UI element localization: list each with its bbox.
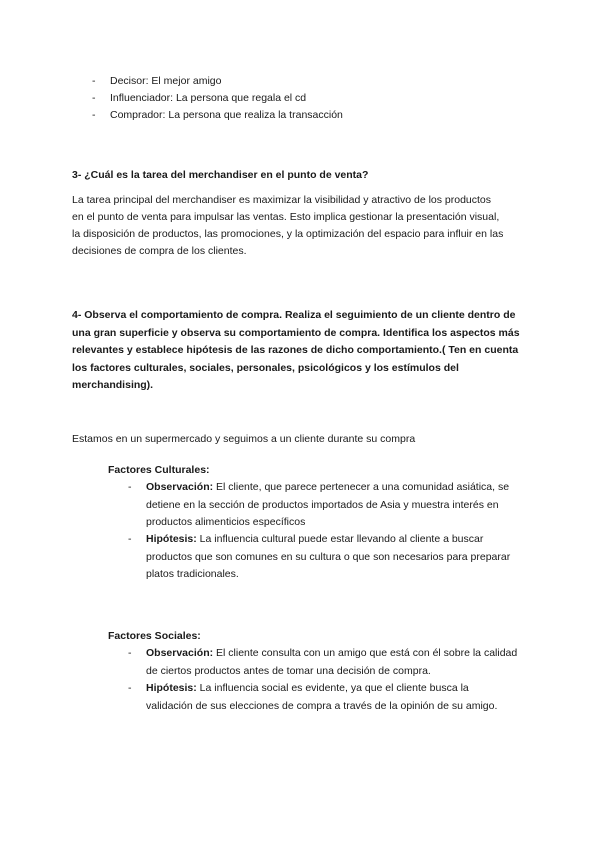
question-3-answer-line: la disposición de productos, las promociones, y la optimización del espacio para influir en las <box>72 228 504 240</box>
observation-text: El cliente consulta con un amigo que está con él sobre la calidad <box>213 647 518 659</box>
hypothesis-label: Hipótesis: <box>146 682 197 694</box>
question-4-title-line: una gran superficie y observa su comportamiento de compra. Identifica los aspectos más <box>72 327 520 339</box>
hypothesis-text: La influencia social es evidente, ya que el cliente busca la <box>196 682 469 694</box>
role-influenciador: Influenciador: La persona que regala el cd <box>110 92 307 104</box>
cultural-observation-line <box>146 480 509 494</box>
question-4-title-line: merchandising). <box>72 379 154 391</box>
question-3-answer-line: en el punto de venta para impulsar las ventas. Esto implica gestionar la presentación visual, <box>72 211 500 223</box>
role-bullet: - <box>92 92 96 104</box>
social-hypothesis-line: validación de sus elecciones de compra a través de la opinión de su amigo. <box>146 700 498 712</box>
question-4-title-line: relevantes y establece hipótesis de las razones de dicho comportamiento.( Ten en cuenta <box>72 344 519 356</box>
hypothesis-label: Hipótesis: <box>146 533 197 545</box>
question-3-answer-line: La tarea principal del merchandiser es maximizar la visibilidad y atractivo de los productos <box>72 194 492 206</box>
hypothesis-text: La influencia cultural puede estar llevando al cliente a buscar <box>196 533 484 545</box>
cultural-observation-line: productos alimenticios específicos <box>146 516 306 528</box>
social-obs-bullet: - <box>128 647 132 659</box>
cultural-hypothesis-line: productos que son comunes en su cultura o que son necesarios para preparar <box>146 551 511 563</box>
role-bullet: - <box>92 109 96 121</box>
cultural-obs-bullet: - <box>128 481 132 493</box>
cultural-hypothesis-line <box>146 532 483 546</box>
cultural-factors-heading: Factores Culturales: <box>108 464 210 476</box>
social-factors-heading: Factores Sociales: <box>108 630 201 642</box>
question-4-title-line: los factores culturales, sociales, personales, psicológicos y los estímulos del <box>72 362 459 374</box>
social-hyp-bullet: - <box>128 682 132 694</box>
social-hypothesis-line <box>146 681 469 695</box>
question-3-answer-line: decisiones de compra de los clientes. <box>72 245 247 257</box>
question-4-title-line: 4- Observa el comportamiento de compra. Realiza el seguimiento de un cliente dentro de <box>72 309 516 321</box>
observation-text: El cliente, que parece pertenecer a una comunidad asiática, se <box>213 481 510 493</box>
observation-label: Observación: <box>146 647 214 659</box>
role-bullet: - <box>92 75 96 87</box>
cultural-observation-line: detiene en la sección de productos importados de Asia y muestra interés en <box>146 499 499 511</box>
question-4-intro: Estamos en un supermercado y seguimos a un cliente durante su compra <box>72 433 416 445</box>
cultural-hypothesis-line: platos tradicionales. <box>146 568 239 580</box>
social-observation-line <box>146 646 517 660</box>
observation-label: Observación: <box>146 481 214 493</box>
role-decisor: Decisor: El mejor amigo <box>110 75 222 87</box>
role-comprador: Comprador: La persona que realiza la transacción <box>110 109 343 121</box>
social-observation-line: de ciertos productos antes de tomar una decisión de compra. <box>146 665 431 677</box>
question-3-title: 3- ¿Cuál es la tarea del merchandiser en el punto de venta? <box>72 169 369 181</box>
cultural-hyp-bullet: - <box>128 533 132 545</box>
